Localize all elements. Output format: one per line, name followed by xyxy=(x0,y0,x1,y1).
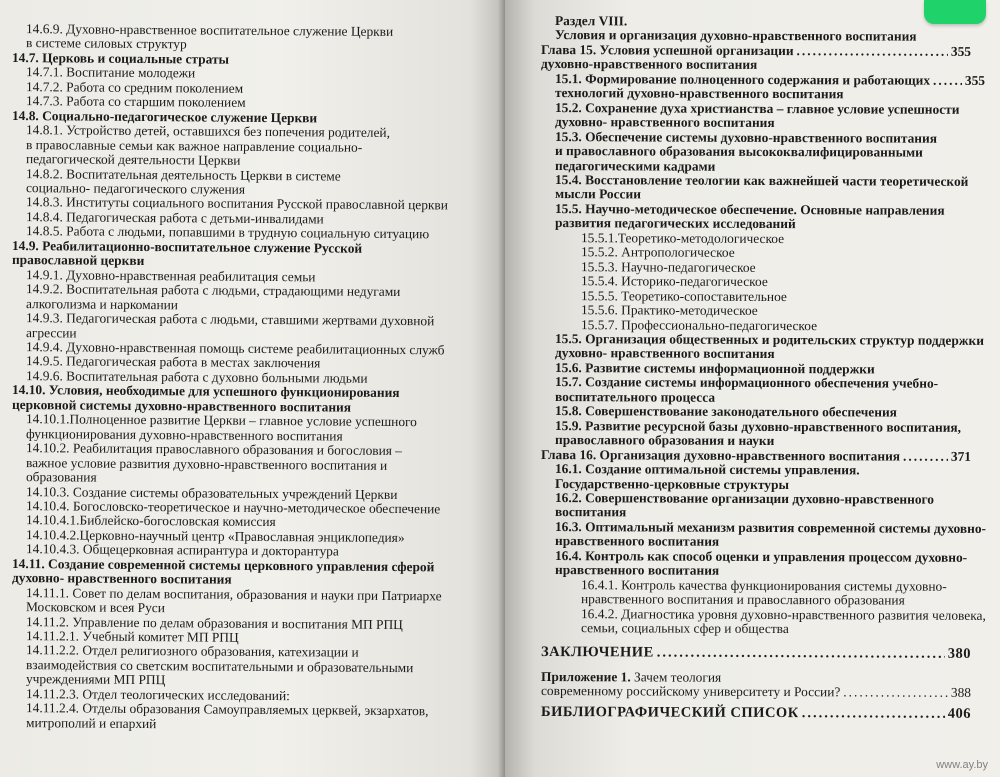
green-bookmark-tab xyxy=(924,0,986,24)
toc-page-number: 355 xyxy=(950,43,972,59)
toc-item: алкоголизма и наркомании xyxy=(25,295,179,312)
toc-heading: церковной системы духовно-нравственного воспитания xyxy=(11,396,352,415)
toc-heading: Раздел VIII. xyxy=(554,13,628,29)
toc-item: 14.9.5. Педагогическая работа в местах заключения xyxy=(25,353,321,371)
toc-heading: и православного образования высококвалифицированными xyxy=(554,143,923,160)
toc-item: в православные семьи как важное направление социально- xyxy=(25,136,363,155)
toc-heading: 16.1. Создание оптимальной системы управления. xyxy=(554,461,860,478)
toc-entry-title: 15.1. Формирование полноценного содержания и работающих xyxy=(554,70,931,88)
toc-heading: 15.5. Научно-методическое обеспечение. Основные направления xyxy=(554,200,945,218)
toc-page-number: 371 xyxy=(950,448,972,464)
toc-item: учреждениями МП РПЦ xyxy=(25,671,166,688)
leader-dots xyxy=(903,449,948,464)
toc-heading: 15.7. Создание системы информационного обеспечения учебно- xyxy=(554,374,939,392)
appendix-page: 388 xyxy=(950,685,972,701)
toc-heading: 14.8. Социально-педагогическое служение Церкви xyxy=(11,107,318,126)
leader-dots xyxy=(797,44,948,59)
toc-heading: педагогическими кадрами xyxy=(554,157,716,174)
toc-item: 15.5.3. Научно-педагогическое xyxy=(580,258,756,275)
toc-heading: мысли России xyxy=(554,186,642,202)
leader-dots xyxy=(802,706,945,721)
toc-item: 16.4.1. Контроль качества функционирования системы духовно- xyxy=(580,576,947,594)
toc-item: 14.9.6. Воспитательная работа с духовно больными людьми xyxy=(25,367,368,386)
toc-item: в системе силовых структур xyxy=(25,35,187,52)
toc-heading: 14.9. Реабилитационно-воспитательное служение Русской xyxy=(11,237,363,256)
toc-item: семьи, социальных сфер и общества xyxy=(580,620,789,637)
toc-item: 14.10.4.2.Церковно-научный центр «Православная энциклопедия» xyxy=(25,526,405,545)
toc-heading: 14.10. Условия, необходимые для успешного функционирования xyxy=(11,382,400,401)
toc-heading: Государственно-церковные структуры xyxy=(554,475,789,492)
toc-item: 15.5.4. Историко-педагогическое xyxy=(580,273,768,290)
conclusion-page: 380 xyxy=(947,646,972,663)
appendix-title: Зачем теология xyxy=(634,669,722,685)
appendix-line2: современному российскому университету и России? xyxy=(540,683,841,700)
appendix-label: Приложение 1. xyxy=(540,668,631,685)
toc-item: взаимодействия со светским воспитательными и образовательными xyxy=(25,657,414,676)
toc-item: 14.10.3. Создание системы образовательных учреждений Церкви xyxy=(25,483,398,502)
bibliography-entry xyxy=(541,705,971,721)
toc-heading: духовно-нравственного воспитания xyxy=(540,56,758,73)
toc-heading: 15.5. Организация общественных и родительских структур поддержки xyxy=(554,331,984,348)
toc-heading: Условия и организация духовно-нравственного воспитания xyxy=(554,27,917,45)
toc-item: педагогической деятельности Церкви xyxy=(25,151,241,168)
toc-heading: нравственного воспитания xyxy=(554,562,720,578)
toc-item: важное условие развития духовно-нравственного воспитания и xyxy=(25,454,388,473)
toc-item: 14.10.1.Полноценное развитие Церкви – главное условие успешного xyxy=(25,411,417,430)
toc-item: 14.8.4. Педагогическая работа с детьми-инвалидами xyxy=(25,209,324,227)
toc-heading: технологий духовно-нравственного воспитания xyxy=(554,85,844,102)
toc-item: 14.8.3. Институты социального воспитания Русской православной церкви xyxy=(25,194,449,213)
toc-item: 14.7.2. Работа со средним поколением xyxy=(25,78,244,96)
conclusion-entry xyxy=(541,645,971,661)
toc-item: 15.5.1.Теоретико-методологическое xyxy=(580,229,785,246)
toc-item: Московском и всея Руси xyxy=(25,599,165,616)
toc-item: 14.8.2. Воспитательная деятельность Церкви в системе xyxy=(25,165,341,184)
toc-heading: православного образования и науки xyxy=(554,432,775,449)
toc-heading: 15.8. Совершенствование законодательного обеспечения xyxy=(554,403,897,420)
toc-item: нравственного воспитания и православного образования xyxy=(580,591,905,608)
toc-heading: духовно- нравственного воспитания xyxy=(554,345,775,362)
toc-heading: 16.4. Контроль как способ оценки и управления процессом духовно- xyxy=(554,547,968,565)
toc-item: 14.9.1. Духовно-нравственная реабилитация семьи xyxy=(25,266,316,285)
toc-item: функционирования духовно-нравственного воспитания xyxy=(25,425,343,444)
bibliography-title: БИБЛИОГРАФИЧЕСКИЙ СПИСОК xyxy=(540,703,799,721)
toc-item: 14.7.3. Работа со старшим поколением xyxy=(25,93,246,111)
toc-heading: духовно- нравственного воспитания xyxy=(11,570,232,587)
toc-heading: развития педагогических исследований xyxy=(554,215,796,232)
toc-item: 14.8.5. Работа с людьми, попавшими в трудную социальную ситуацию xyxy=(25,223,430,242)
toc-heading: 16.3. Оптимальный механизм развития современной системы духовно- xyxy=(554,518,987,536)
toc-item: 14.10.4.3. Общецерковная аспирантура и докторантура xyxy=(25,541,339,559)
toc-heading: 15.9. Развитие ресурсной базы духовно-нравственного воспитания, xyxy=(554,417,962,435)
toc-item: 14.10.2. Реабилитация православного образования и богословия – xyxy=(25,440,403,459)
toc-item: социально- педагогического служения xyxy=(25,180,246,197)
toc-item: агрессии xyxy=(25,324,77,341)
toc-item: 14.6.9. Духовно-нравственное воспитательное служение Церкви xyxy=(25,21,394,39)
toc-item: 14.9.2. Воспитательная работа с людьми, страдающими недугами xyxy=(25,281,401,300)
toc-item: 15.5.6. Практико-методическое xyxy=(580,302,758,319)
toc-item: 14.10.4.1.Библейско-богословская комиссия xyxy=(25,512,276,530)
toc-entry-title: Глава 15. Условия успешной организации xyxy=(540,41,794,59)
toc-heading: воспитательного процесса xyxy=(554,388,716,405)
toc-entry-title: Глава 16. Организация духовно-нравственного воспитания xyxy=(540,446,901,464)
toc-heading: 15.2. Сохранение духа христианства – главное условие успешности xyxy=(554,99,960,117)
toc-heading: 14.11. Создание современной системы церковного управления сферой xyxy=(11,555,435,575)
leader-dots xyxy=(843,686,948,701)
toc-item: 14.9.4. Духовно-нравственная помощь системе реабилитационных служб xyxy=(25,339,445,358)
toc-item: 14.8.1. Устройство детей, оставшихся без попечения родителей, xyxy=(25,122,391,141)
toc-heading: 15.3. Обеспечение системы духовно-нравственного воспитания xyxy=(554,128,938,146)
toc-heading: воспитания xyxy=(554,504,627,520)
toc-item: 15.5.2. Антропологическое xyxy=(580,244,735,261)
toc-item: 14.11.2.1. Учебный комитет МП РПЦ xyxy=(25,628,239,645)
right-page xyxy=(505,0,1000,777)
toc-heading: духовно- нравственного воспитания xyxy=(554,114,775,131)
right-toc-lines xyxy=(541,14,992,635)
toc-item: митрополий и епархий xyxy=(25,714,157,731)
toc-heading: 15.4. Восстановление теологии как важнейшей части теоретической xyxy=(554,172,969,189)
toc-item: 16.4.2. Диагностика уровня духовно-нравственного развития человека, xyxy=(580,605,986,623)
leader-dots xyxy=(933,74,962,89)
toc-item: образования xyxy=(25,469,97,485)
watermark: www.ay.by xyxy=(936,759,988,771)
toc-item: 14.11.1. Совет по делам воспитания, образования и науки при Патриархе xyxy=(25,584,442,604)
toc-item: 15.5.5. Теоретико-сопоставительное xyxy=(580,287,787,304)
toc-heading: православной церкви xyxy=(11,252,145,269)
toc-heading: 15.6. Развитие системы информационной поддержки xyxy=(554,359,875,377)
conclusion-title: ЗАКЛЮЧЕНИЕ xyxy=(540,644,654,661)
toc-item: 14.11.2.3. Отдел теологических исследований: xyxy=(25,685,290,704)
toc-item: 14.7.1. Воспитание молодежи xyxy=(25,64,196,81)
toc-item: 14.11.2. Управление по делам образования и воспитания МП РПЦ xyxy=(25,613,403,632)
toc-item: 15.5.7. Профессионально-педагогическое xyxy=(580,316,818,333)
toc-item: 14.9.3. Педагогическая работа с людьми, ставшими жертвами духовной xyxy=(25,310,435,329)
toc-heading: 14.7. Церковь и социальные страты xyxy=(11,49,230,67)
toc-item: 14.10.4. Богословско-теоретическое и научно-методическое обеспечение xyxy=(25,498,441,517)
bibliography-page: 406 xyxy=(947,705,972,722)
leader-dots xyxy=(657,646,945,662)
toc-heading: 16.2. Совершенствование организации духовно-нравственного xyxy=(554,490,935,507)
toc-heading: нравственного воспитания xyxy=(554,533,720,550)
toc-page-number: 355 xyxy=(964,72,986,88)
appendix-entry-line2 xyxy=(541,684,971,700)
toc-item: 14.11.2.4. Отделы образования Самоуправляемых церквей, экзархатов, xyxy=(25,700,429,719)
toc-item: 14.11.2.2. Отдел религиозного образования, катехизации и xyxy=(25,642,359,661)
